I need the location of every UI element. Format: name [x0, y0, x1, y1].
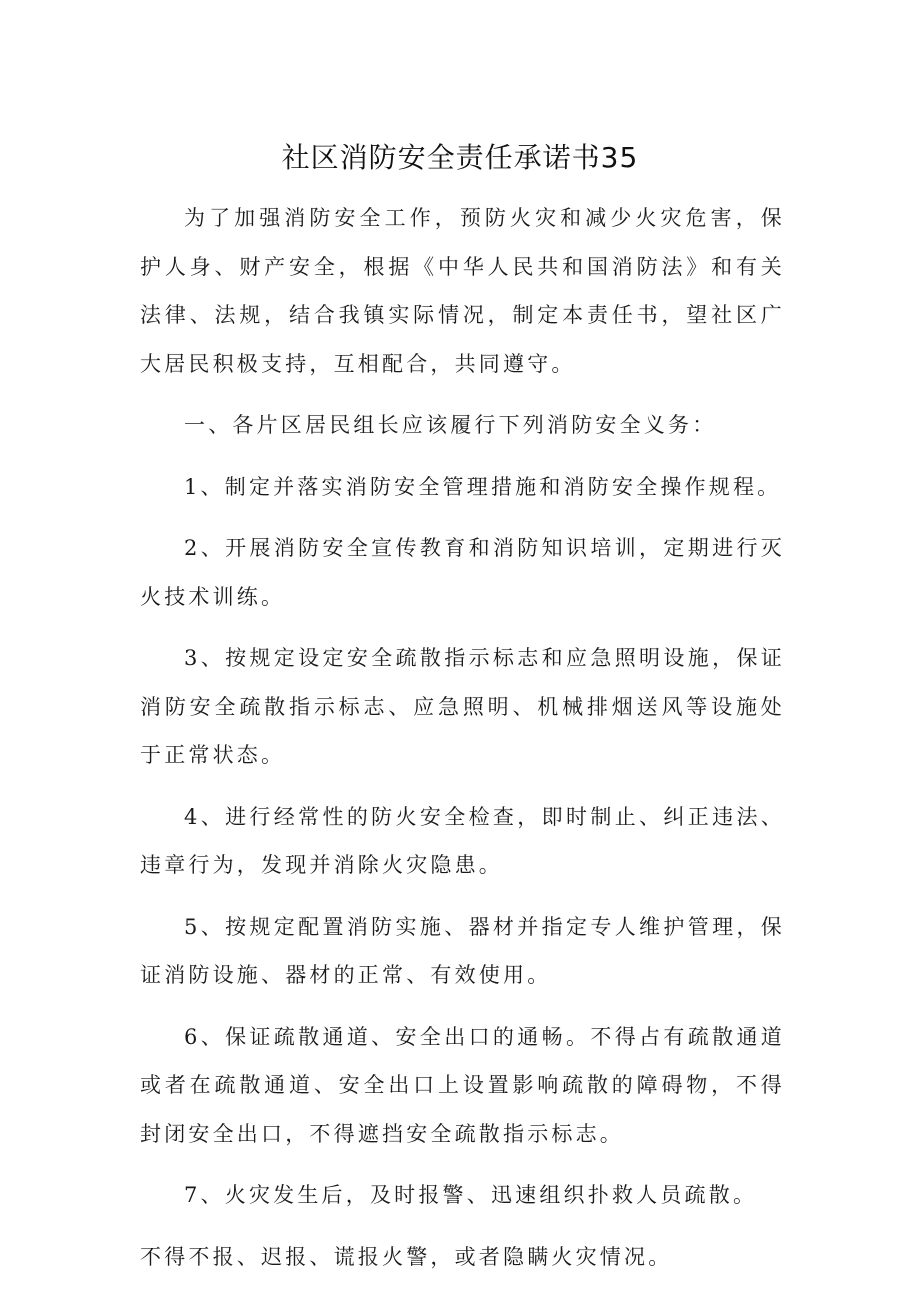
list-item-2: 2、开展消防安全宣传教育和消防知识培训，定期进行灭火技术训练。: [140, 536, 785, 609]
document-body: [140, 194, 785, 1281]
intro-paragraph: 为了加强消防安全工作，预防火灾和减少火灾危害，保护人身、财产安全，根据《中华人民共和国消防法》和有关法律、法规，结合我镇实际情况，制定本责任书，望社区广大居民积极支持，互相配合，共同遵守。: [140, 206, 785, 376]
list-item-4: 4、进行经常性的防火安全检查，即时制止、纠正违法、违章行为，发现并消除火灾隐患。: [140, 804, 785, 877]
closing-line: 不得不报、迟报、谎报火警，或者隐瞒火灾情况。: [140, 1244, 673, 1269]
document-title: 社区消防安全责任承诺书35: [281, 141, 639, 174]
list-item-1: 1、制定并落实消防安全管理措施和消防安全操作规程。: [184, 474, 782, 499]
list-item-6: 6、保证疏散通道、安全出口的通畅。不得占有疏散通道或者在疏散通道、安全出口上设置影响疏散的障碍物，不得封闭安全出口，不得遮挡安全疏散指示标志。: [140, 1024, 785, 1146]
section-heading: 一、各片区居民组长应该履行下列消防安全义务：: [184, 413, 717, 437]
list-item-5: 5、按规定配置消防实施、器材并指定专人维护管理，保证消防设施、器材的正常、有效使用。: [140, 914, 785, 987]
list-item-7: 7、火灾发生后，及时报警、迅速组织扑救人员疏散。: [184, 1183, 758, 1207]
list-item-3: 3、按规定设定安全疏散指示标志和应急照明设施，保证消防安全疏散指示标志、应急照明、机械排烟送风等设施处于正常状态。: [140, 646, 785, 767]
